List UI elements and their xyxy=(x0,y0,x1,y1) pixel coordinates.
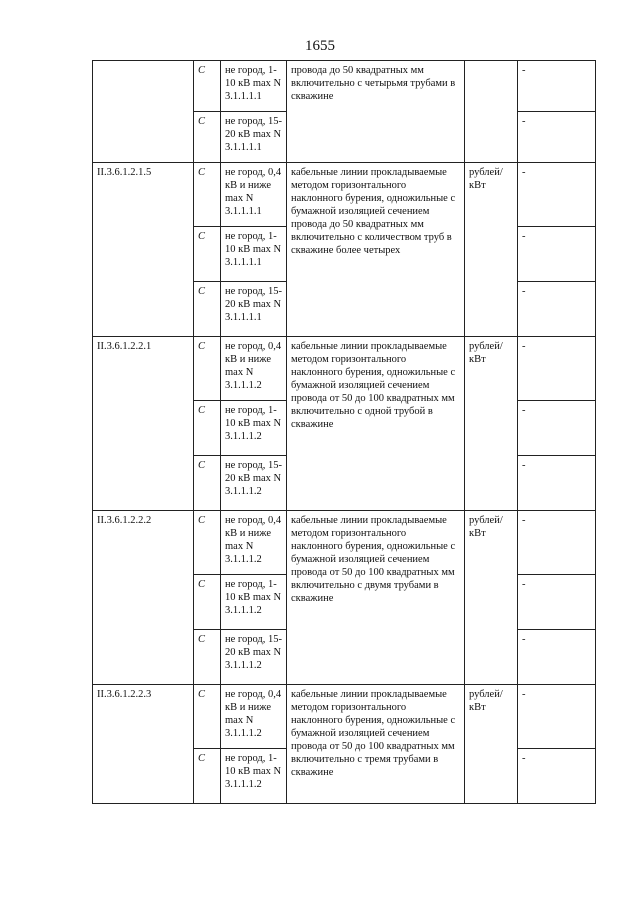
row-category: не город, 15-20 кВ max N 3.1.1.1.2 xyxy=(221,456,287,511)
row-symbol: C xyxy=(194,749,221,804)
group-description: кабельные линии прокладываемые методом горизонтального наклонного бурения, одножильные с бумажной изоляцией сечением провода от 50 до 100 квадратных мм включительно с одной трубой в скважине xyxy=(287,337,465,511)
row-category: не город, 0,4 кВ и ниже max N 3.1.1.1.2 xyxy=(221,511,287,575)
table-row xyxy=(93,337,596,401)
row-value: - xyxy=(518,227,596,282)
group-description: провода до 50 квадратных мм включительно с четырьмя трубами в скважине xyxy=(287,61,465,163)
row-symbol: C xyxy=(194,163,221,227)
table-row xyxy=(93,163,596,227)
tariff-table xyxy=(92,60,596,804)
page-number: 1655 xyxy=(305,38,335,54)
row-value: - xyxy=(518,282,596,337)
row-category: не город, 15-20 кВ max N 3.1.1.1.2 xyxy=(221,630,287,685)
row-value: - xyxy=(518,685,596,749)
row-symbol: C xyxy=(194,511,221,575)
row-category: не город, 15-20 кВ max N 3.1.1.1.1 xyxy=(221,112,287,163)
row-symbol: C xyxy=(194,575,221,630)
row-category: не город, 0,4 кВ и ниже max N 3.1.1.1.2 xyxy=(221,685,287,749)
row-symbol: C xyxy=(194,227,221,282)
row-symbol: C xyxy=(194,61,221,112)
row-value: - xyxy=(518,112,596,163)
row-value: - xyxy=(518,61,596,112)
group-unit: рублей/ кВт xyxy=(465,511,518,685)
row-category: не город, 1-10 кВ max N 3.1.1.1.1 xyxy=(221,61,287,112)
row-code xyxy=(93,61,194,163)
row-category: не город, 1-10 кВ max N 3.1.1.1.2 xyxy=(221,749,287,804)
row-value: - xyxy=(518,575,596,630)
table-row xyxy=(93,511,596,575)
row-value: - xyxy=(518,337,596,401)
group-description: кабельные линии прокладываемые методом горизонтального наклонного бурения, одножильные с бумажной изоляцией сечением провода от 50 до 100 квадратных мм включительно с тремя трубами в скважине xyxy=(287,685,465,804)
row-value: - xyxy=(518,749,596,804)
row-symbol: C xyxy=(194,112,221,163)
row-value: - xyxy=(518,630,596,685)
row-symbol: C xyxy=(194,282,221,337)
group-unit: рублей/ кВт xyxy=(465,685,518,804)
row-category: не город, 15-20 кВ max N 3.1.1.1.1 xyxy=(221,282,287,337)
row-symbol: C xyxy=(194,337,221,401)
row-category: не город, 1-10 кВ max N 3.1.1.1.2 xyxy=(221,575,287,630)
group-unit: рублей/ кВт xyxy=(465,337,518,511)
row-value: - xyxy=(518,456,596,511)
row-code: II.3.6.1.2.2.3 xyxy=(93,685,194,804)
group-unit xyxy=(465,61,518,163)
group-unit: рублей/ кВт xyxy=(465,163,518,337)
row-symbol: C xyxy=(194,401,221,456)
row-value: - xyxy=(518,511,596,575)
row-code: II.3.6.1.2.2.1 xyxy=(93,337,194,511)
row-value: - xyxy=(518,401,596,456)
row-code: II.3.6.1.2.1.5 xyxy=(93,163,194,337)
row-symbol: C xyxy=(194,630,221,685)
row-code: II.3.6.1.2.2.2 xyxy=(93,511,194,685)
group-description: кабельные линии прокладываемые методом горизонтального наклонного бурения, одножильные с бумажной изоляцией сечением провода до 50 квадратных мм включительно с количеством труб в скважине более четырех xyxy=(287,163,465,337)
row-symbol: C xyxy=(194,456,221,511)
row-category: не город, 1-10 кВ max N 3.1.1.1.2 xyxy=(221,401,287,456)
table-row xyxy=(93,61,596,112)
row-category: не город, 0,4 кВ и ниже max N 3.1.1.1.2 xyxy=(221,337,287,401)
table-row xyxy=(93,685,596,749)
group-description: кабельные линии прокладываемые методом горизонтального наклонного бурения, одножильные с бумажной изоляцией сечением провода от 50 до 100 квадратных мм включительно с двумя трубами в скважине xyxy=(287,511,465,685)
row-category: не город, 1-10 кВ max N 3.1.1.1.1 xyxy=(221,227,287,282)
row-value: - xyxy=(518,163,596,227)
row-category: не город, 0,4 кВ и ниже max N 3.1.1.1.1 xyxy=(221,163,287,227)
row-symbol: C xyxy=(194,685,221,749)
